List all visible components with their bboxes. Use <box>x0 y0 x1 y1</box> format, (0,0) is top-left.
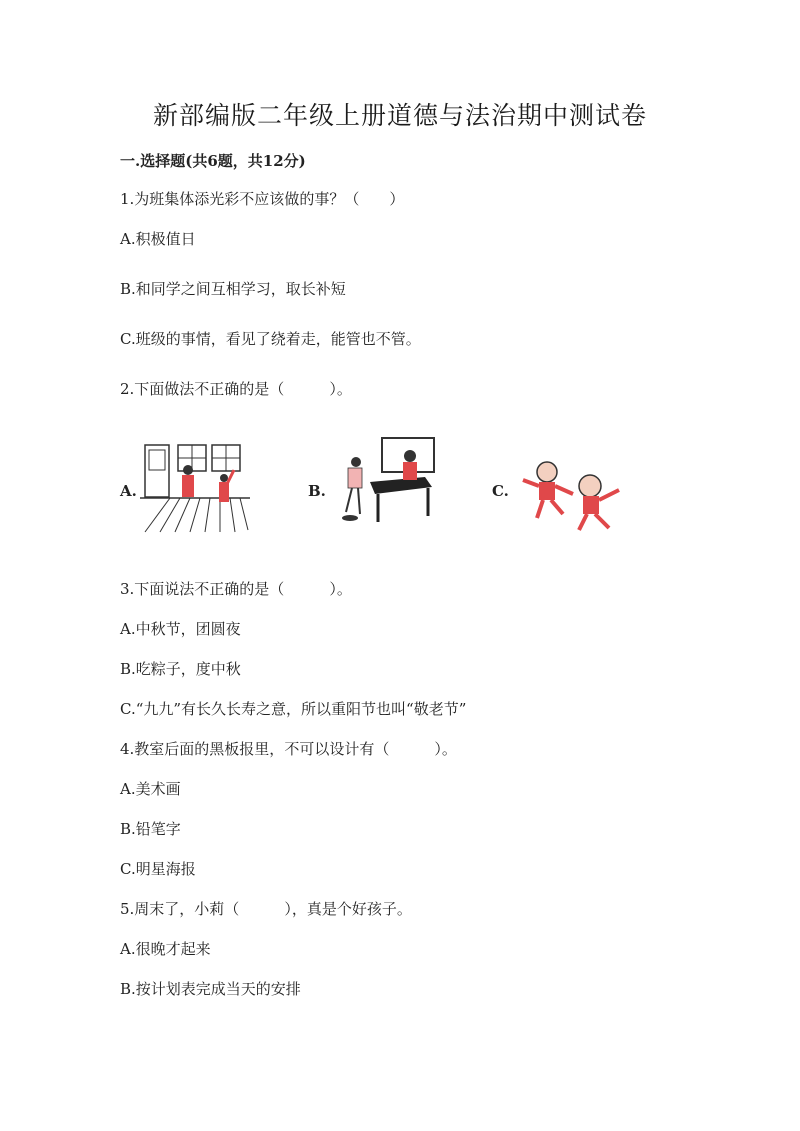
question-4-option-b: B.铅笔字 <box>120 820 181 838</box>
question-1-option-a: A.积极值日 <box>120 230 196 248</box>
question-4-option-c: C.明星海报 <box>120 860 196 878</box>
question-2-stem: 2.下面做法不正确的是（ ）。 <box>120 380 352 398</box>
question-5-stem: 5.周末了，小莉（ ），真是个好孩子。 <box>120 900 412 918</box>
question-1-option-b: B.和同学之间互相学习，取长补短 <box>120 280 346 298</box>
question-3-stem: 3.下面说法不正确的是（ ）。 <box>120 580 352 598</box>
illustration-window-climbing <box>140 440 250 535</box>
section-heading: 一.选择题(共6题，共12分) <box>120 152 306 170</box>
question-1-option-c: C.班级的事情，看见了绕着走，能管也不管。 <box>120 330 421 348</box>
question-4-stem: 4.教室后面的黑板报里，不可以设计有（ ）。 <box>120 740 457 758</box>
question-3-option-c: C.“九九”有长久长寿之意，所以重阳节也叫“敬老节” <box>120 700 467 718</box>
page-title: 新部编版二年级上册道德与法治期中测试卷 <box>152 101 647 130</box>
question-2-label-a: A. <box>120 482 137 500</box>
question-2-label-c: C. <box>492 482 509 500</box>
question-5-option-a: A.很晚才起来 <box>120 940 211 958</box>
question-3-option-b: B.吃粽子，度中秋 <box>120 660 241 678</box>
question-4-option-a: A.美术画 <box>120 780 181 798</box>
question-1-stem: 1.为班集体添光彩不应该做的事？（ ） <box>120 190 405 208</box>
question-3-option-a: A.中秋节，团圆夜 <box>120 620 241 638</box>
question-5-option-b: B.按计划表完成当天的安排 <box>120 980 301 998</box>
illustration-kids-fighting <box>515 458 630 533</box>
illustration-classroom-desk <box>330 432 440 527</box>
question-2-label-b: B. <box>308 482 326 500</box>
